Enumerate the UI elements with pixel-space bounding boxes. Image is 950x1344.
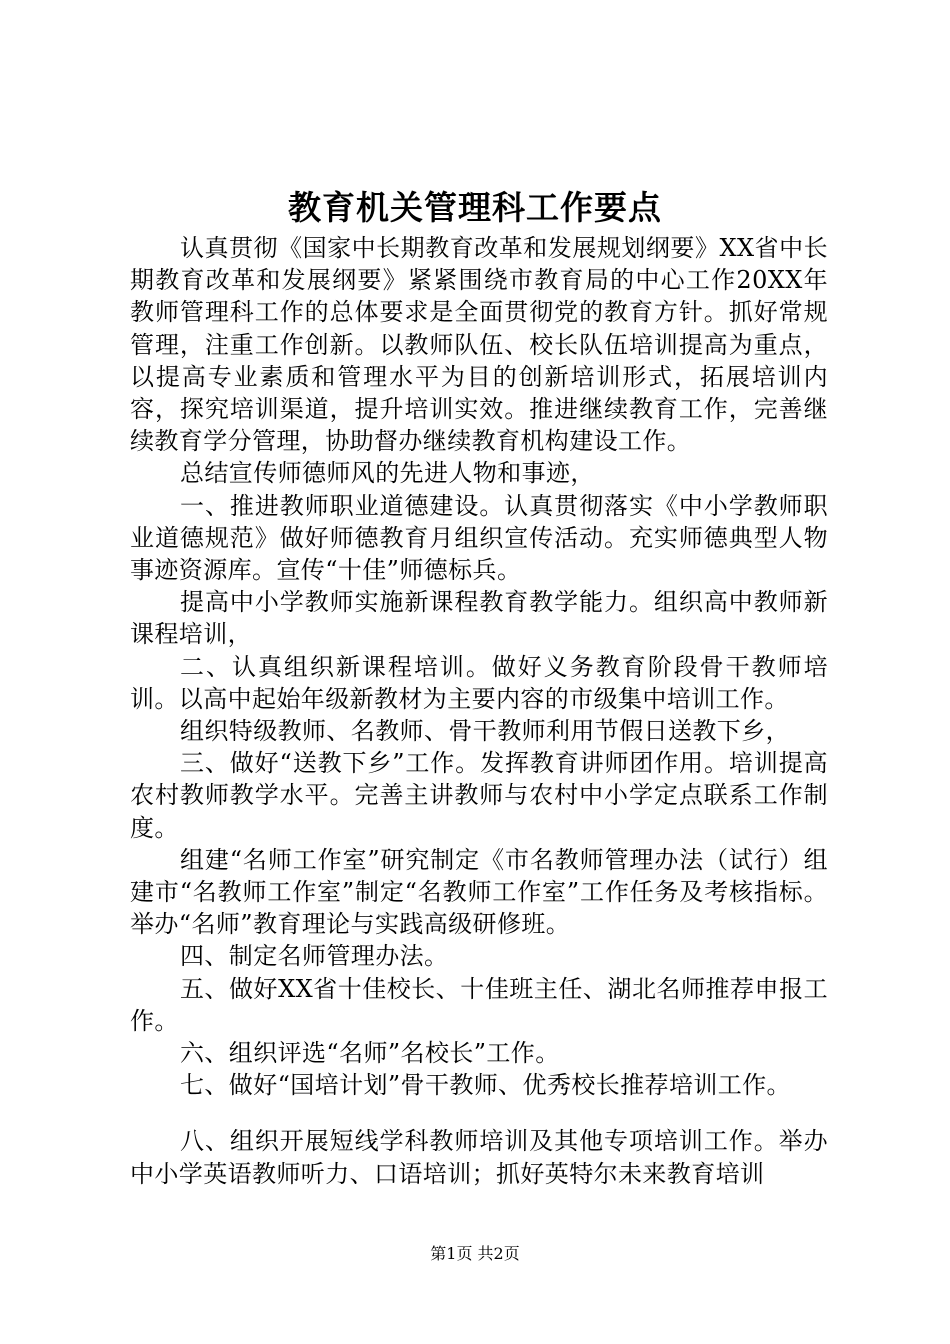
paragraph-intro: 认真贯彻《国家中长期教育改革和发展规划纲要》XX省中长期教育改革和发展纲要》紧紧围绕市教育局的中心工作20XX年教师管理科工作的总体要求是全面贯彻党的教育方针。抓好常规管理，注重工作创新。以教师队伍、校长队伍培训提高为重点，以提高专业素质和管理水平为目的创新培训形式，拓展培训内容，探究培训渠道，提升培训实效。推进继续教育工作，完善继续教育学分管理，协助督办继续教育机构建设工作。 (130, 234, 828, 456)
paragraph-item-7: 七、做好“国培计划”骨干教师、优秀校长推荐培训工作。 (180, 1071, 791, 1100)
paragraph-item-4: 四、制定名师管理办法。 (180, 942, 449, 971)
paragraph-item-8: 八、组织开展短线学科教师培训及其他专项培训工作。举办中小学英语教师听力、口语培训；抓好英特尔未来教育培训 (130, 1127, 828, 1188)
paragraph-send-teaching: 组织特级教师、名教师、骨干教师利用节假日送教下乡， (180, 717, 790, 746)
paragraph-item-6: 六、组织评选“名师”名校长”工作。 (180, 1039, 560, 1068)
paragraph-summary-ethics: 总结宣传师德师风的先进人物和事迹， (180, 459, 595, 488)
paragraph-famous-teacher-studio: 组建“名师工作室”研究制定《市名教师管理办法（试行）组建市“名教师工作室”制定“名教师工作室”工作任务及考核指标。举办“名师”教育理论与实践高级研修班。 (130, 845, 828, 939)
paragraph-item-2: 二、认真组织新课程培训。做好义务教育阶段骨干教师培训。以高中起始年级新教材为主要内容的市级集中培训工作。 (130, 652, 828, 713)
page-number: 第1页 共2页 (430, 1244, 520, 1263)
document-body (130, 232, 828, 1190)
paragraph-new-curriculum: 提高中小学教师实施新课程教育教学能力。组织高中教师新课程培训， (130, 588, 828, 649)
paragraph-item-1: 一、推进教师职业道德建设。认真贯彻落实《中小学教师职业道德规范》做好师德教育月组织宣传活动。充实师德典型人物事迹资源库。宣传“十佳”师德标兵。 (130, 491, 828, 585)
paragraph-item-5: 五、做好XX省十佳校长、十佳班主任、湖北名师推荐申报工作。 (130, 974, 828, 1035)
paragraph-item-3: 三、做好“送教下乡”工作。发挥教育讲师团作用。培训提高农村教师教学水平。完善主讲教师与农村中小学定点联系工作制度。 (130, 749, 828, 842)
document-title: 教育机关管理科工作要点 (288, 188, 662, 227)
